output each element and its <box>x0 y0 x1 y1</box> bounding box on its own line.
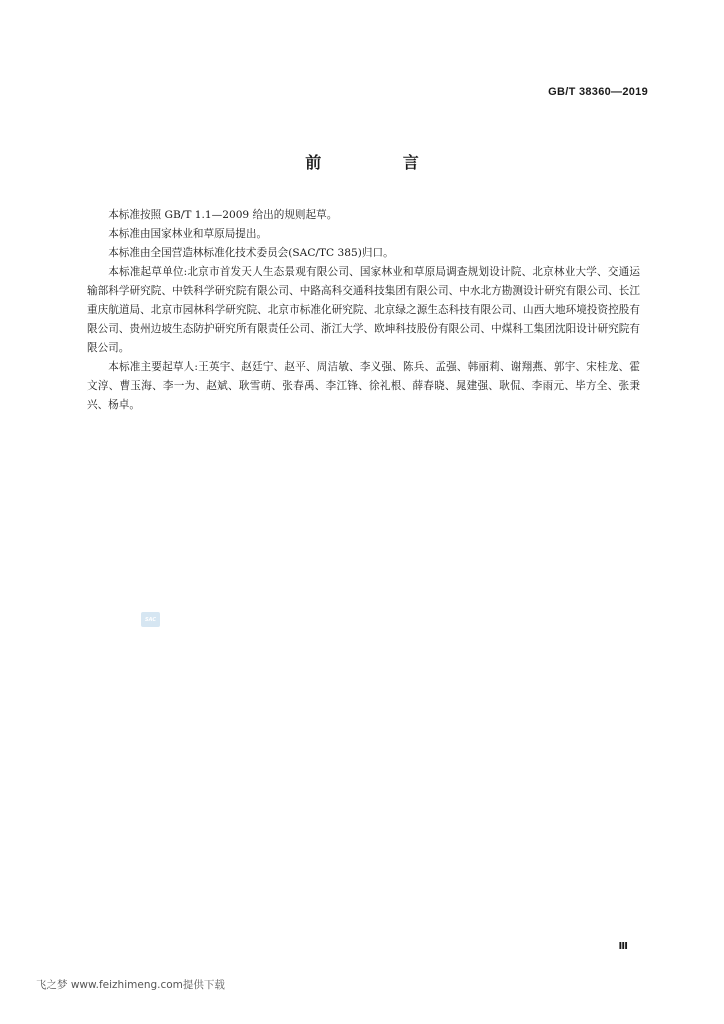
page-number: Ⅲ <box>618 941 628 952</box>
paragraph-drafting-units: 本标准起草单位:北京市首发天人生态景观有限公司、国家林业和草原局调查规划设计院、北京林业大学、交通运输部科学研究院、中铁科学研究院有限公司、中路高科交通科技集团有限公司、中水北方勘测设计研究有限公司、长江重庆航道局、北京市园林科学研究院、北京市标准化研究院、北京绿之源生态科技有限公司、山西大地环境投资控股有限公司、贵州边坡生态防护研究所有限责任公司、浙江大学、欧坤科技股份有限公司、中煤科工集团沈阳设计研究院有限公司。 <box>87 266 640 354</box>
foreword-body <box>87 206 640 415</box>
paragraph-drafting-rules: 本标准按照 GB/T 1.1—2009 给出的规则起草。 <box>108 209 338 221</box>
paragraph-main-drafters: 本标准主要起草人:王英宇、赵廷宁、赵平、周洁敏、李义强、陈兵、孟强、韩丽莉、谢翔燕、郭宇、宋桂龙、霍文淳、曹玉海、李一为、赵斌、耿雪萌、张春禹、李江锋、徐礼根、薛春晓、晁建强、耿侃、李雨元、毕方全、张秉兴、杨卓。 <box>87 361 640 411</box>
paragraph-proposer: 本标准由国家林业和草原局提出。 <box>108 228 268 240</box>
paragraph-committee: 本标准由全国营造林标准化技术委员会(SAC/TC 385)归口。 <box>108 247 394 259</box>
download-footer: 飞之梦 www.feizhimeng.com提供下载 <box>36 979 225 991</box>
sac-logo-icon: SAC <box>141 612 160 627</box>
standard-code: GB/T 38360—2019 <box>548 86 648 98</box>
page-title: 前 言 <box>305 153 457 172</box>
